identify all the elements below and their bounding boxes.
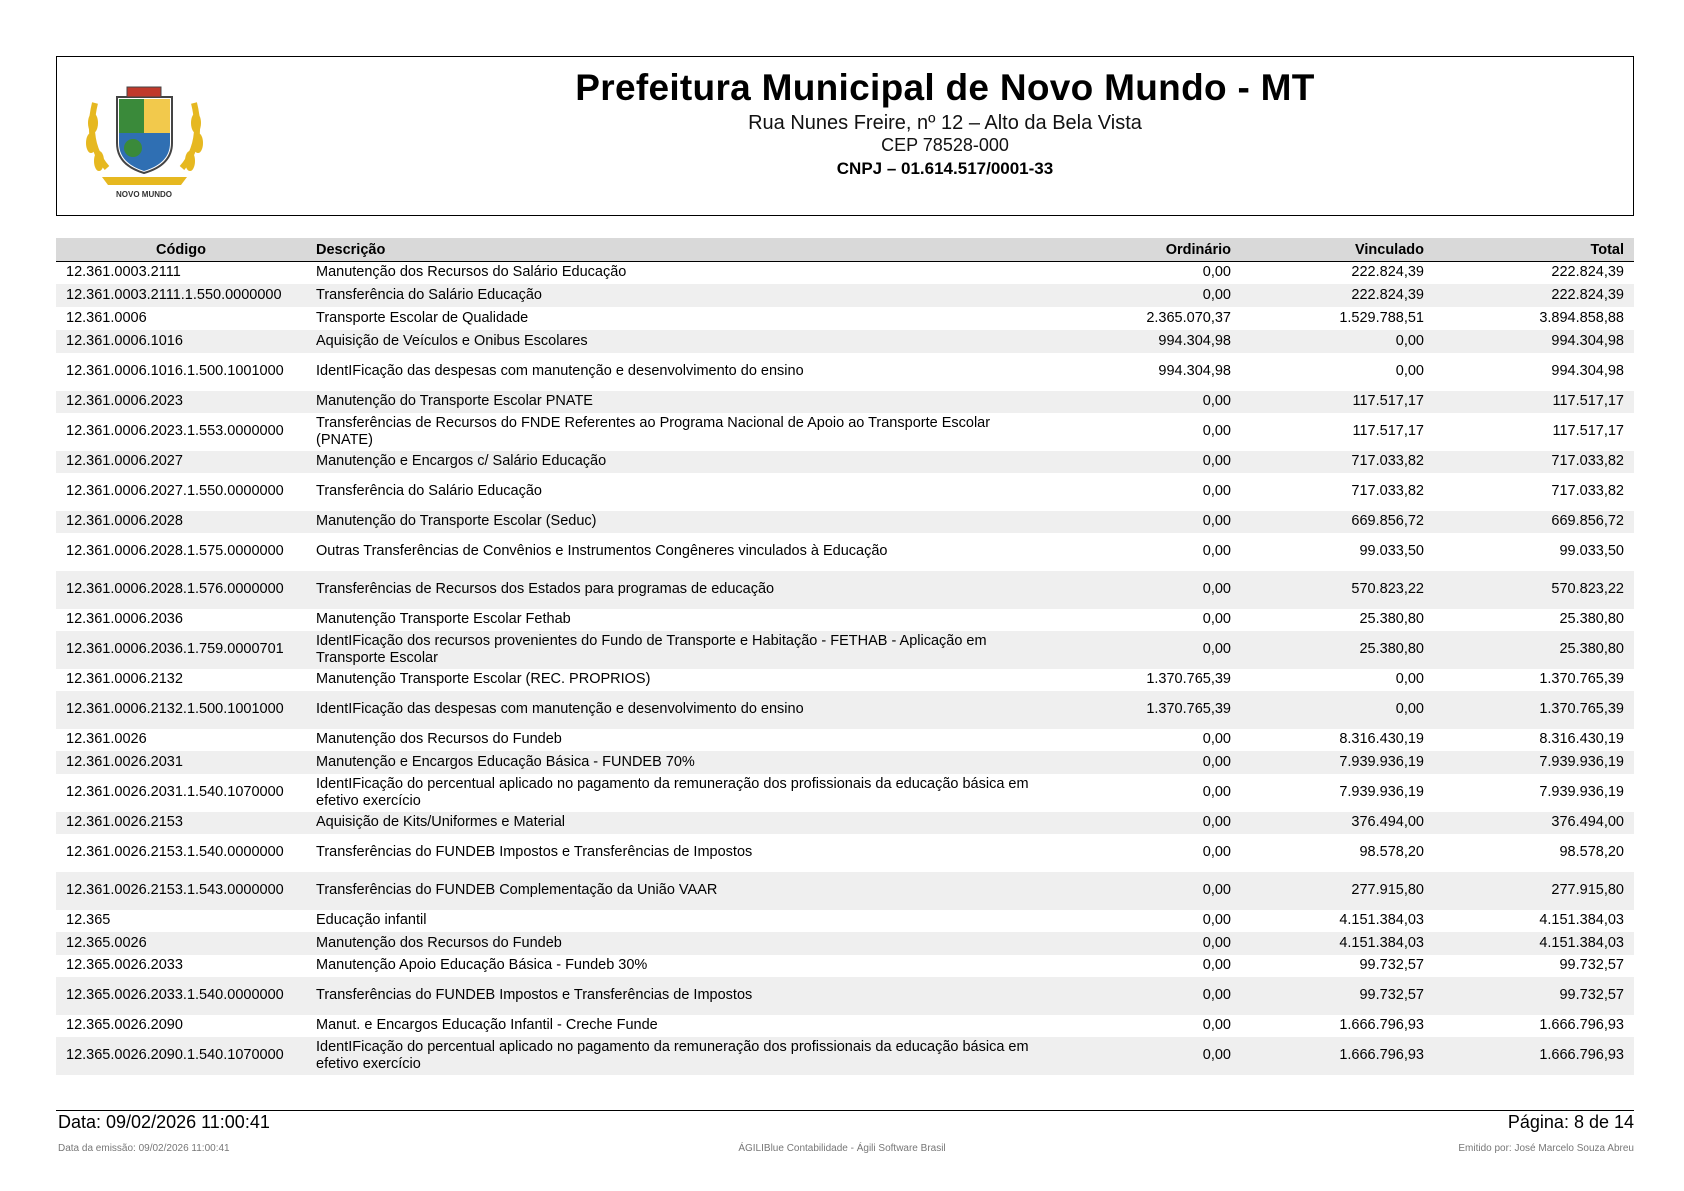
cell-codigo: 12.361.0026.2153.1.543.0000000 — [56, 872, 306, 910]
cell-ordinario: 2.365.070,37 — [1046, 307, 1241, 330]
table-row — [56, 284, 1634, 307]
cell-vinculado: 99.732,57 — [1241, 977, 1434, 1015]
cell-descricao: Transferências do FUNDEB Impostos e Transferências de Impostos — [306, 977, 1046, 1015]
cell-codigo: 12.361.0026 — [56, 729, 306, 751]
cell-descricao: Manutenção Transporte Escolar (REC. PROPRIOS) — [306, 669, 1046, 691]
cell-vinculado: 717.033,82 — [1241, 451, 1434, 473]
cell-ordinario: 1.370.765,39 — [1046, 691, 1241, 729]
cell-descricao: Outras Transferências de Convênios e Instrumentos Congêneres vinculados à Educação — [306, 533, 1046, 571]
cell-ordinario: 994.304,98 — [1046, 353, 1241, 391]
cell-ordinario: 0,00 — [1046, 609, 1241, 631]
cell-descricao: Manutenção e Encargos c/ Salário Educação — [306, 451, 1046, 473]
cell-descricao: Manutenção do Transporte Escolar PNATE — [306, 391, 1046, 413]
cell-codigo: 12.365.0026 — [56, 932, 306, 955]
cell-descricao: IdentIFicação das despesas com manutenção e desenvolvimento do ensino — [306, 691, 1046, 729]
cell-vinculado: 7.939.936,19 — [1241, 751, 1434, 774]
table-row — [56, 511, 1634, 533]
cell-ordinario: 0,00 — [1046, 774, 1241, 812]
cell-vinculado: 4.151.384,03 — [1241, 910, 1434, 932]
cell-codigo: 12.365 — [56, 910, 306, 932]
logo-text: NOVO MUNDO — [116, 190, 172, 199]
table-row — [56, 751, 1634, 774]
cell-descricao: Transferências do FUNDEB Complementação da União VAAR — [306, 872, 1046, 910]
cell-vinculado: 0,00 — [1241, 691, 1434, 729]
cell-ordinario: 0,00 — [1046, 631, 1241, 669]
table-row — [56, 353, 1634, 391]
cell-codigo: 12.361.0006.2028 — [56, 511, 306, 533]
cell-ordinario: 0,00 — [1046, 834, 1241, 872]
table-row — [56, 533, 1634, 571]
cell-vinculado: 117.517,17 — [1241, 391, 1434, 413]
table-row — [56, 932, 1634, 955]
table-row — [56, 834, 1634, 872]
cell-total: 99.033,50 — [1434, 533, 1634, 571]
address: Rua Nunes Freire, nº 12 – Alto da Bela Vista — [748, 112, 1142, 134]
col-header-codigo: Código — [56, 238, 306, 262]
footer-divider — [56, 1110, 1634, 1111]
cell-codigo: 12.361.0026.2153.1.540.0000000 — [56, 834, 306, 872]
cell-codigo: 12.365.0026.2090 — [56, 1015, 306, 1037]
cell-total: 1.370.765,39 — [1434, 669, 1634, 691]
cell-vinculado: 376.494,00 — [1241, 812, 1434, 834]
budget-table — [56, 238, 1634, 1075]
cell-vinculado: 570.823,22 — [1241, 571, 1434, 609]
cell-ordinario: 0,00 — [1046, 511, 1241, 533]
cell-descricao: IdentIFicação do percentual aplicado no pagamento da remuneração dos profissionais da educação básica em efetivo exercício — [306, 774, 1046, 812]
cnpj: CNPJ – 01.614.517/0001-33 — [836, 159, 1054, 178]
cell-vinculado: 4.151.384,03 — [1241, 932, 1434, 955]
cell-total: 376.494,00 — [1434, 812, 1634, 834]
table-row — [56, 451, 1634, 473]
table-row — [56, 307, 1634, 330]
cell-descricao: IdentIFicação das despesas com manutenção e desenvolvimento do ensino — [306, 353, 1046, 391]
cell-descricao: Manutenção dos Recursos do Salário Educação — [306, 262, 1046, 284]
table-row — [56, 571, 1634, 609]
cell-total: 25.380,80 — [1434, 609, 1634, 631]
cell-codigo: 12.361.0003.2111 — [56, 262, 306, 284]
cell-total: 98.578,20 — [1434, 834, 1634, 872]
cell-codigo: 12.361.0026.2031 — [56, 751, 306, 774]
issued-by: Emitido por: José Marcelo Souza Abreu — [1458, 1143, 1634, 1154]
cell-codigo: 12.365.0026.2033 — [56, 955, 306, 977]
table-row — [56, 473, 1634, 511]
cell-total: 994.304,98 — [1434, 353, 1634, 391]
cell-total: 669.856,72 — [1434, 511, 1634, 533]
table-row — [56, 669, 1634, 691]
table-row — [56, 977, 1634, 1015]
cell-codigo: 12.361.0003.2111.1.550.0000000 — [56, 284, 306, 307]
cell-descricao: Manutenção dos Recursos do Fundeb — [306, 729, 1046, 751]
cell-descricao: Manut. e Encargos Educação Infantil - Creche Funde — [306, 1015, 1046, 1037]
cell-total: 25.380,80 — [1434, 631, 1634, 669]
cell-ordinario: 0,00 — [1046, 1015, 1241, 1037]
cell-codigo: 12.361.0006.2036.1.759.0000701 — [56, 631, 306, 669]
cell-total: 717.033,82 — [1434, 473, 1634, 511]
table-row — [56, 413, 1634, 451]
cell-vinculado: 0,00 — [1241, 669, 1434, 691]
cell-vinculado: 717.033,82 — [1241, 473, 1434, 511]
cell-total: 99.732,57 — [1434, 955, 1634, 977]
page-title: Prefeitura Municipal de Novo Mundo - MT — [575, 67, 1315, 108]
cell-codigo: 12.361.0006.2027 — [56, 451, 306, 473]
cell-total: 8.316.430,19 — [1434, 729, 1634, 751]
cell-vinculado: 8.316.430,19 — [1241, 729, 1434, 751]
cell-total: 994.304,98 — [1434, 330, 1634, 353]
cell-total: 7.939.936,19 — [1434, 751, 1634, 774]
cell-ordinario: 0,00 — [1046, 977, 1241, 1015]
cell-codigo: 12.361.0026.2153 — [56, 812, 306, 834]
cell-descricao: Transporte Escolar de Qualidade — [306, 307, 1046, 330]
table-row — [56, 609, 1634, 631]
footer-date: Data: 09/02/2026 11:00:41 — [58, 1112, 270, 1132]
table-row — [56, 1037, 1634, 1075]
cell-codigo: 12.361.0006.2028.1.576.0000000 — [56, 571, 306, 609]
table-body — [56, 262, 1634, 1075]
cell-ordinario: 0,00 — [1046, 910, 1241, 932]
cell-ordinario: 0,00 — [1046, 451, 1241, 473]
cell-codigo: 12.361.0006.2132 — [56, 669, 306, 691]
emission-date: Data da emissão: 09/02/2026 11:00:41 — [58, 1143, 230, 1154]
cell-ordinario: 0,00 — [1046, 533, 1241, 571]
cell-vinculado: 25.380,80 — [1241, 631, 1434, 669]
col-header-ordinario: Ordinário — [1046, 238, 1241, 262]
table-row — [56, 330, 1634, 353]
cell-vinculado: 1.529.788,51 — [1241, 307, 1434, 330]
cell-descricao: Transferência do Salário Educação — [306, 473, 1046, 511]
cell-total: 117.517,17 — [1434, 391, 1634, 413]
cell-vinculado: 99.033,50 — [1241, 533, 1434, 571]
cell-descricao: IdentIFicação dos recursos provenientes do Fundo de Transporte e Habitação - FETHAB - Aplicação em Transporte Escolar — [306, 631, 1046, 669]
cell-total: 117.517,17 — [1434, 413, 1634, 451]
cell-codigo: 12.361.0006.2132.1.500.1001000 — [56, 691, 306, 729]
cell-codigo: 12.361.0006.2027.1.550.0000000 — [56, 473, 306, 511]
cell-descricao: Transferências de Recursos do FNDE Referentes ao Programa Nacional de Apoio ao Transporte Escolar (PNATE) — [306, 413, 1046, 451]
cell-vinculado: 1.666.796,93 — [1241, 1037, 1434, 1075]
cell-vinculado: 25.380,80 — [1241, 609, 1434, 631]
cell-vinculado: 117.517,17 — [1241, 413, 1434, 451]
cell-total: 570.823,22 — [1434, 571, 1634, 609]
cell-vinculado: 222.824,39 — [1241, 262, 1434, 284]
cell-vinculado: 0,00 — [1241, 330, 1434, 353]
report-header — [56, 56, 1634, 216]
cell-total: 222.824,39 — [1434, 262, 1634, 284]
cell-codigo: 12.361.0006.2023.1.553.0000000 — [56, 413, 306, 451]
cell-descricao: IdentIFicação do percentual aplicado no pagamento da remuneração dos profissionais da educação básica em efetivo exercício — [306, 1037, 1046, 1075]
cell-descricao: Manutenção e Encargos Educação Básica - FUNDEB 70% — [306, 751, 1046, 774]
table-row — [56, 812, 1634, 834]
table-row — [56, 262, 1634, 284]
table-row — [56, 872, 1634, 910]
cell-ordinario: 0,00 — [1046, 751, 1241, 774]
cell-ordinario: 0,00 — [1046, 955, 1241, 977]
cell-descricao: Manutenção Transporte Escolar Fethab — [306, 609, 1046, 631]
cell-total: 1.666.796,93 — [1434, 1015, 1634, 1037]
cell-vinculado: 99.732,57 — [1241, 955, 1434, 977]
cep: CEP 78528-000 — [881, 135, 1009, 155]
cell-codigo: 12.361.0006.2036 — [56, 609, 306, 631]
cell-ordinario: 0,00 — [1046, 413, 1241, 451]
table-row — [56, 391, 1634, 413]
cell-total: 4.151.384,03 — [1434, 932, 1634, 955]
table-row — [56, 729, 1634, 751]
table-row — [56, 691, 1634, 729]
table-row — [56, 631, 1634, 669]
software-credit: ÁGILIBlue Contabilidade - Ágili Software Brasil — [738, 1143, 946, 1154]
cell-total: 7.939.936,19 — [1434, 774, 1634, 812]
table-row — [56, 955, 1634, 977]
cell-ordinario: 0,00 — [1046, 571, 1241, 609]
cell-ordinario: 0,00 — [1046, 284, 1241, 307]
cell-codigo: 12.361.0006.1016 — [56, 330, 306, 353]
cell-descricao: Aquisição de Veículos e Onibus Escolares — [306, 330, 1046, 353]
cell-vinculado: 98.578,20 — [1241, 834, 1434, 872]
cell-total: 222.824,39 — [1434, 284, 1634, 307]
table-header-row — [56, 238, 1634, 262]
cell-descricao: Aquisição de Kits/Uniformes e Material — [306, 812, 1046, 834]
cell-vinculado: 1.666.796,93 — [1241, 1015, 1434, 1037]
cell-codigo: 12.361.0006.1016.1.500.1001000 — [56, 353, 306, 391]
cell-total: 277.915,80 — [1434, 872, 1634, 910]
cell-total: 1.370.765,39 — [1434, 691, 1634, 729]
cell-vinculado: 277.915,80 — [1241, 872, 1434, 910]
cell-total: 3.894.858,88 — [1434, 307, 1634, 330]
cell-descricao: Transferências de Recursos dos Estados para programas de educação — [306, 571, 1046, 609]
cell-codigo: 12.361.0026.2031.1.540.1070000 — [56, 774, 306, 812]
cell-descricao: Transferência do Salário Educação — [306, 284, 1046, 307]
cell-ordinario: 0,00 — [1046, 391, 1241, 413]
cell-ordinario: 0,00 — [1046, 729, 1241, 751]
cell-total: 4.151.384,03 — [1434, 910, 1634, 932]
cell-descricao: Manutenção Apoio Educação Básica - Fundeb 30% — [306, 955, 1046, 977]
cell-ordinario: 0,00 — [1046, 473, 1241, 511]
cell-codigo: 12.361.0006.2023 — [56, 391, 306, 413]
cell-ordinario: 0,00 — [1046, 1037, 1241, 1075]
cell-codigo: 12.361.0006.2028.1.575.0000000 — [56, 533, 306, 571]
cell-vinculado: 7.939.936,19 — [1241, 774, 1434, 812]
cell-ordinario: 0,00 — [1046, 932, 1241, 955]
page-number: Página: 8 de 14 — [1507, 1112, 1634, 1132]
cell-ordinario: 994.304,98 — [1046, 330, 1241, 353]
cell-total: 99.732,57 — [1434, 977, 1634, 1015]
cell-ordinario: 1.370.765,39 — [1046, 669, 1241, 691]
cell-total: 717.033,82 — [1434, 451, 1634, 473]
cell-ordinario: 0,00 — [1046, 262, 1241, 284]
cell-ordinario: 0,00 — [1046, 872, 1241, 910]
table-row — [56, 774, 1634, 812]
col-header-descricao: Descrição — [306, 238, 1046, 262]
table-row — [56, 910, 1634, 932]
cell-codigo: 12.361.0006 — [56, 307, 306, 330]
table-row — [56, 1015, 1634, 1037]
col-header-total: Total — [1434, 238, 1634, 262]
cell-descricao: Educação infantil — [306, 910, 1046, 932]
cell-vinculado: 669.856,72 — [1241, 511, 1434, 533]
cell-vinculado: 0,00 — [1241, 353, 1434, 391]
cell-descricao: Transferências do FUNDEB Impostos e Transferências de Impostos — [306, 834, 1046, 872]
cell-descricao: Manutenção dos Recursos do Fundeb — [306, 932, 1046, 955]
cell-vinculado: 222.824,39 — [1241, 284, 1434, 307]
cell-descricao: Manutenção do Transporte Escolar (Seduc) — [306, 511, 1046, 533]
cell-codigo: 12.365.0026.2033.1.540.0000000 — [56, 977, 306, 1015]
col-header-vinculado: Vinculado — [1241, 238, 1434, 262]
cell-total: 1.666.796,93 — [1434, 1037, 1634, 1075]
budget-table-container — [56, 238, 1634, 1075]
cell-codigo: 12.365.0026.2090.1.540.1070000 — [56, 1037, 306, 1075]
cell-ordinario: 0,00 — [1046, 812, 1241, 834]
